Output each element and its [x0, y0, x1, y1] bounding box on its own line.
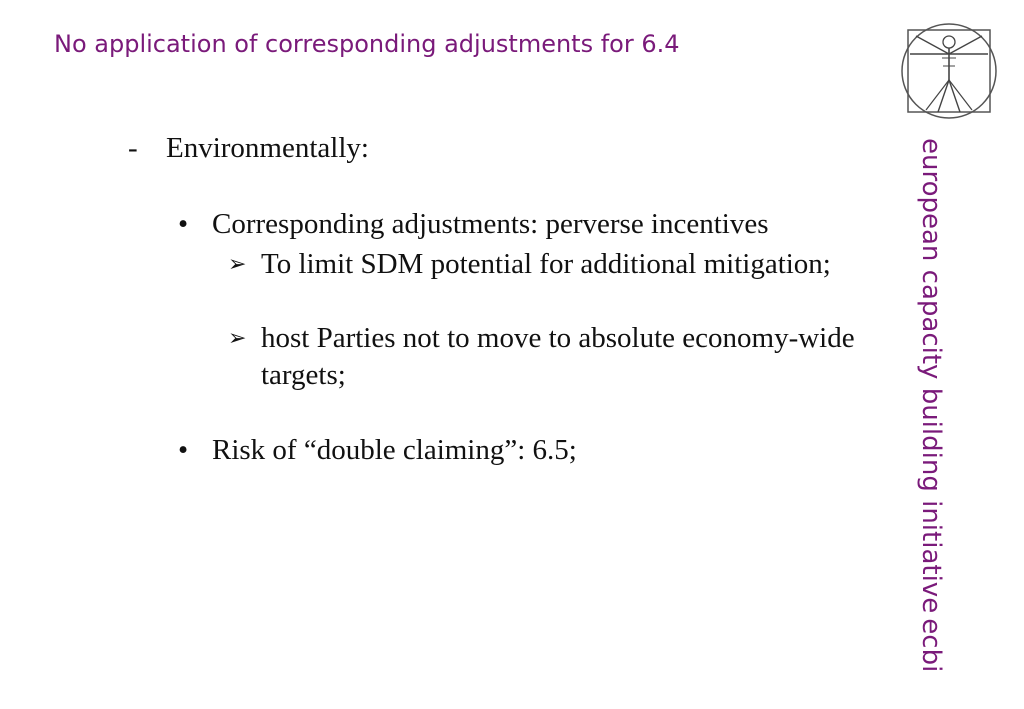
sub-bullet-item: [228, 320, 868, 394]
organization-branding: [918, 138, 944, 672]
bullet-item: [178, 434, 577, 467]
bullet-marker: •: [178, 208, 189, 240]
dash-marker: -: [128, 132, 138, 164]
bullet-item: [178, 208, 769, 241]
vitruvian-man-icon: [896, 18, 1002, 124]
sub-bullet-text: To limit SDM potential for additional mitigation;: [261, 248, 831, 280]
sub-bullet-text: host Parties not to move to absolute economy-wide targets;: [261, 322, 855, 391]
bullet-marker: •: [178, 434, 189, 466]
sub-bullet-item: [228, 246, 868, 283]
organization-abbreviation: ecbi: [916, 618, 946, 673]
arrow-bullet-icon: ➢: [228, 252, 247, 277]
section-heading: [128, 132, 369, 165]
arrow-bullet-icon: ➢: [228, 326, 247, 351]
organization-name: european capacity building initiative: [916, 138, 946, 614]
bullet-text: Risk of “double claiming”: 6.5;: [212, 434, 577, 466]
bullet-text: Corresponding adjustments: perverse incentives: [212, 208, 769, 240]
section-heading-text: Environmentally:: [166, 132, 369, 164]
page-title: No application of corresponding adjustments for 6.4: [54, 30, 680, 58]
